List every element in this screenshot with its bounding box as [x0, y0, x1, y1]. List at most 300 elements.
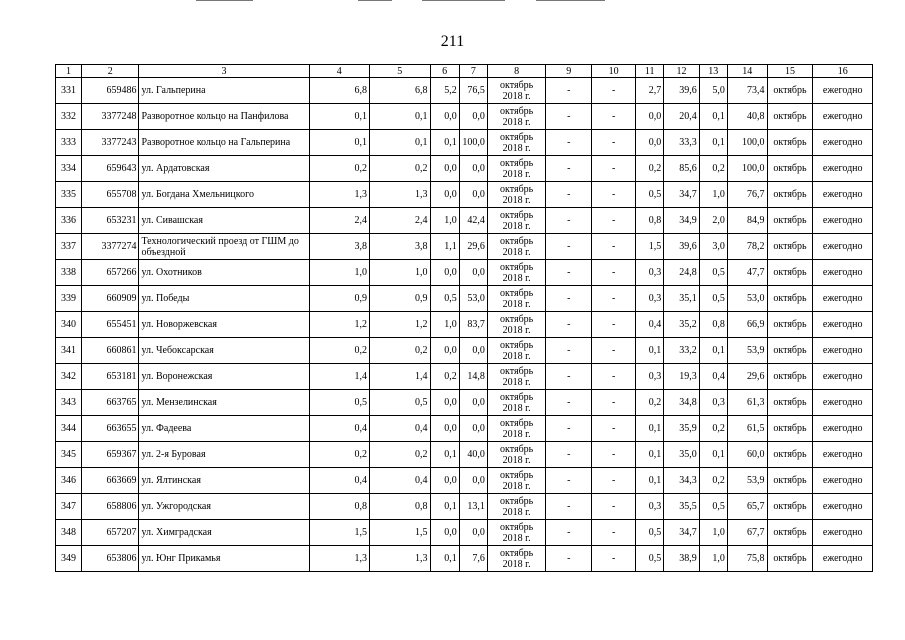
col5-value-cell: 2,4	[370, 208, 431, 234]
row-number-cell: 341	[56, 338, 82, 364]
col10-value-cell: -	[592, 416, 636, 442]
frequency-cell: ежегодно	[813, 234, 873, 260]
col13-value-cell: 0,5	[699, 494, 727, 520]
col9-value-cell: -	[546, 442, 592, 468]
road-name-cell: ул. Гальперина	[139, 78, 309, 104]
col9-value-cell: -	[546, 520, 592, 546]
period-cell: октябрь 2018 г.	[487, 468, 545, 494]
frequency-cell: ежегодно	[813, 338, 873, 364]
month-cell: октябрь	[767, 234, 813, 260]
col7-value-cell: 53,0	[459, 286, 487, 312]
col11-value-cell: 0,4	[636, 312, 664, 338]
frequency-cell: ежегодно	[813, 442, 873, 468]
col10-value-cell: -	[592, 234, 636, 260]
col10-value-cell: -	[592, 208, 636, 234]
col9-value-cell: -	[546, 364, 592, 390]
col4-value-cell: 3,8	[309, 234, 370, 260]
col4-value-cell: 0,2	[309, 156, 370, 182]
period-cell: октябрь 2018 г.	[487, 520, 545, 546]
period-cell: октябрь 2018 г.	[487, 286, 545, 312]
road-name-cell: ул. Юнг Прикамья	[139, 546, 309, 572]
road-name-cell: ул. Химградская	[139, 520, 309, 546]
col10-value-cell: -	[592, 442, 636, 468]
row-number-cell: 349	[56, 546, 82, 572]
col4-value-cell: 0,4	[309, 416, 370, 442]
col10-value-cell: -	[592, 546, 636, 572]
road-name-cell: ул. Новоржевская	[139, 312, 309, 338]
object-id-cell: 663765	[82, 390, 139, 416]
col13-value-cell: 0,2	[699, 468, 727, 494]
col11-value-cell: 0,5	[636, 182, 664, 208]
col10-value-cell: -	[592, 104, 636, 130]
col4-value-cell: 0,1	[309, 104, 370, 130]
col12-value-cell: 34,8	[664, 390, 699, 416]
column-header: 16	[813, 65, 873, 78]
col10-value-cell: -	[592, 468, 636, 494]
col11-value-cell: 0,1	[636, 416, 664, 442]
object-id-cell: 655451	[82, 312, 139, 338]
col9-value-cell: -	[546, 286, 592, 312]
col4-value-cell: 2,4	[309, 208, 370, 234]
col13-value-cell: 0,1	[699, 130, 727, 156]
col12-value-cell: 19,3	[664, 364, 699, 390]
road-name-cell: ул. Чебоксарская	[139, 338, 309, 364]
period-cell: октябрь 2018 г.	[487, 260, 545, 286]
object-id-cell: 3377243	[82, 130, 139, 156]
road-name-cell: ул. Мензелинская	[139, 390, 309, 416]
col5-value-cell: 1,2	[370, 312, 431, 338]
col5-value-cell: 1,5	[370, 520, 431, 546]
col6-value-cell: 0,0	[430, 182, 459, 208]
column-header: 13	[699, 65, 727, 78]
table-row	[56, 416, 873, 442]
object-id-cell: 660861	[82, 338, 139, 364]
period-cell: октябрь 2018 г.	[487, 338, 545, 364]
column-header: 15	[767, 65, 813, 78]
col13-value-cell: 5,0	[699, 78, 727, 104]
frequency-cell: ежегодно	[813, 494, 873, 520]
road-name-cell: ул. Ардатовская	[139, 156, 309, 182]
row-number-cell: 336	[56, 208, 82, 234]
month-cell: октябрь	[767, 546, 813, 572]
col13-value-cell: 0,3	[699, 390, 727, 416]
period-cell: октябрь 2018 г.	[487, 78, 545, 104]
col7-value-cell: 0,0	[459, 104, 487, 130]
col9-value-cell: -	[546, 104, 592, 130]
road-name-cell: Разворотное кольцо на Панфилова	[139, 104, 309, 130]
col9-value-cell: -	[546, 312, 592, 338]
col11-value-cell: 2,7	[636, 78, 664, 104]
col12-value-cell: 33,3	[664, 130, 699, 156]
col4-value-cell: 1,4	[309, 364, 370, 390]
column-header: 3	[139, 65, 309, 78]
row-number-cell: 333	[56, 130, 82, 156]
col14-value-cell: 78,2	[727, 234, 767, 260]
col7-value-cell: 83,7	[459, 312, 487, 338]
col14-value-cell: 84,9	[727, 208, 767, 234]
col14-value-cell: 66,9	[727, 312, 767, 338]
col6-value-cell: 0,0	[430, 260, 459, 286]
frequency-cell: ежегодно	[813, 286, 873, 312]
col11-value-cell: 0,3	[636, 286, 664, 312]
col12-value-cell: 34,7	[664, 520, 699, 546]
period-cell: октябрь 2018 г.	[487, 312, 545, 338]
col6-value-cell: 0,2	[430, 364, 459, 390]
column-header: 4	[309, 65, 370, 78]
col10-value-cell: -	[592, 78, 636, 104]
col5-value-cell: 0,2	[370, 442, 431, 468]
col4-value-cell: 1,0	[309, 260, 370, 286]
col4-value-cell: 6,8	[309, 78, 370, 104]
col14-value-cell: 53,9	[727, 338, 767, 364]
period-cell: октябрь 2018 г.	[487, 130, 545, 156]
road-name-cell: ул. Сивашская	[139, 208, 309, 234]
col11-value-cell: 0,3	[636, 260, 664, 286]
col11-value-cell: 0,5	[636, 546, 664, 572]
col11-value-cell: 0,0	[636, 104, 664, 130]
period-cell: октябрь 2018 г.	[487, 494, 545, 520]
col6-value-cell: 0,0	[430, 104, 459, 130]
col14-value-cell: 53,0	[727, 286, 767, 312]
col6-value-cell: 0,0	[430, 520, 459, 546]
month-cell: октябрь	[767, 104, 813, 130]
col12-value-cell: 35,0	[664, 442, 699, 468]
road-name-cell: ул. Ужгородская	[139, 494, 309, 520]
object-id-cell: 3377274	[82, 234, 139, 260]
table-row	[56, 442, 873, 468]
road-name-cell: Технологический проезд от ГШМ до объездной	[139, 234, 309, 260]
frequency-cell: ежегодно	[813, 104, 873, 130]
col12-value-cell: 35,5	[664, 494, 699, 520]
col6-value-cell: 0,1	[430, 442, 459, 468]
object-id-cell: 3377248	[82, 104, 139, 130]
object-id-cell: 660909	[82, 286, 139, 312]
col14-value-cell: 61,5	[727, 416, 767, 442]
object-id-cell: 659367	[82, 442, 139, 468]
col10-value-cell: -	[592, 286, 636, 312]
col7-value-cell: 0,0	[459, 520, 487, 546]
row-number-cell: 332	[56, 104, 82, 130]
col4-value-cell: 0,2	[309, 442, 370, 468]
table-row	[56, 104, 873, 130]
col5-value-cell: 0,5	[370, 390, 431, 416]
header-row	[56, 65, 873, 78]
col13-value-cell: 2,0	[699, 208, 727, 234]
col4-value-cell: 0,2	[309, 338, 370, 364]
col13-value-cell: 1,0	[699, 182, 727, 208]
page-number: 211	[440, 33, 465, 50]
col11-value-cell: 0,8	[636, 208, 664, 234]
col9-value-cell: -	[546, 234, 592, 260]
frequency-cell: ежегодно	[813, 156, 873, 182]
col7-value-cell: 0,0	[459, 468, 487, 494]
col12-value-cell: 35,1	[664, 286, 699, 312]
object-id-cell: 653181	[82, 364, 139, 390]
object-id-cell: 659486	[82, 78, 139, 104]
col11-value-cell: 1,5	[636, 234, 664, 260]
row-number-cell: 342	[56, 364, 82, 390]
road-name-cell: ул. Охотников	[139, 260, 309, 286]
column-header: 14	[727, 65, 767, 78]
col9-value-cell: -	[546, 338, 592, 364]
col5-value-cell: 3,8	[370, 234, 431, 260]
month-cell: октябрь	[767, 208, 813, 234]
month-cell: октябрь	[767, 286, 813, 312]
col13-value-cell: 0,2	[699, 416, 727, 442]
column-header: 12	[664, 65, 699, 78]
col14-value-cell: 67,7	[727, 520, 767, 546]
col5-value-cell: 0,9	[370, 286, 431, 312]
row-number-cell: 335	[56, 182, 82, 208]
col6-value-cell: 0,0	[430, 468, 459, 494]
road-name-cell: ул. Ялтинская	[139, 468, 309, 494]
column-header: 7	[459, 65, 487, 78]
col6-value-cell: 0,0	[430, 416, 459, 442]
table-row	[56, 390, 873, 416]
month-cell: октябрь	[767, 364, 813, 390]
col6-value-cell: 1,0	[430, 312, 459, 338]
col14-value-cell: 60,0	[727, 442, 767, 468]
road-name-cell: ул. 2-я Буровая	[139, 442, 309, 468]
col7-value-cell: 0,0	[459, 260, 487, 286]
table-body	[56, 78, 873, 572]
top-rule-left	[196, 0, 253, 1]
col10-value-cell: -	[592, 494, 636, 520]
frequency-cell: ежегодно	[813, 78, 873, 104]
col13-value-cell: 0,2	[699, 156, 727, 182]
row-number-cell: 348	[56, 520, 82, 546]
month-cell: октябрь	[767, 494, 813, 520]
col9-value-cell: -	[546, 494, 592, 520]
col13-value-cell: 0,4	[699, 364, 727, 390]
col6-value-cell: 0,5	[430, 286, 459, 312]
row-number-cell: 339	[56, 286, 82, 312]
period-cell: октябрь 2018 г.	[487, 390, 545, 416]
col11-value-cell: 0,5	[636, 520, 664, 546]
col12-value-cell: 35,9	[664, 416, 699, 442]
col14-value-cell: 73,4	[727, 78, 767, 104]
col4-value-cell: 1,3	[309, 182, 370, 208]
month-cell: октябрь	[767, 312, 813, 338]
period-cell: октябрь 2018 г.	[487, 416, 545, 442]
col14-value-cell: 65,7	[727, 494, 767, 520]
col11-value-cell: 0,3	[636, 494, 664, 520]
col9-value-cell: -	[546, 182, 592, 208]
column-header: 1	[56, 65, 82, 78]
col14-value-cell: 40,8	[727, 104, 767, 130]
row-number-cell: 337	[56, 234, 82, 260]
col12-value-cell: 34,7	[664, 182, 699, 208]
month-cell: октябрь	[767, 78, 813, 104]
road-name-cell: Разворотное кольцо на Гальперина	[139, 130, 309, 156]
col13-value-cell: 0,1	[699, 442, 727, 468]
col5-value-cell: 1,3	[370, 182, 431, 208]
month-cell: октябрь	[767, 442, 813, 468]
month-cell: октябрь	[767, 260, 813, 286]
col5-value-cell: 1,4	[370, 364, 431, 390]
column-header: 9	[546, 65, 592, 78]
row-number-cell: 344	[56, 416, 82, 442]
col6-value-cell: 0,1	[430, 130, 459, 156]
col14-value-cell: 29,6	[727, 364, 767, 390]
col12-value-cell: 85,6	[664, 156, 699, 182]
col11-value-cell: 0,1	[636, 338, 664, 364]
frequency-cell: ежегодно	[813, 468, 873, 494]
col4-value-cell: 0,1	[309, 130, 370, 156]
column-header: 10	[592, 65, 636, 78]
period-cell: октябрь 2018 г.	[487, 156, 545, 182]
col4-value-cell: 0,8	[309, 494, 370, 520]
col6-value-cell: 0,1	[430, 546, 459, 572]
frequency-cell: ежегодно	[813, 416, 873, 442]
column-header: 8	[487, 65, 545, 78]
col6-value-cell: 0,0	[430, 390, 459, 416]
month-cell: октябрь	[767, 468, 813, 494]
table-row	[56, 208, 873, 234]
col9-value-cell: -	[546, 156, 592, 182]
period-cell: октябрь 2018 г.	[487, 182, 545, 208]
col11-value-cell: 0,2	[636, 390, 664, 416]
col12-value-cell: 39,6	[664, 78, 699, 104]
month-cell: октябрь	[767, 130, 813, 156]
column-header: 11	[636, 65, 664, 78]
top-rule-mid	[358, 0, 392, 1]
frequency-cell: ежегодно	[813, 520, 873, 546]
col5-value-cell: 0,1	[370, 130, 431, 156]
col6-value-cell: 0,0	[430, 156, 459, 182]
frequency-cell: ежегодно	[813, 546, 873, 572]
object-id-cell: 663655	[82, 416, 139, 442]
table-row	[56, 78, 873, 104]
col9-value-cell: -	[546, 468, 592, 494]
col13-value-cell: 1,0	[699, 520, 727, 546]
road-name-cell: ул. Воронежская	[139, 364, 309, 390]
frequency-cell: ежегодно	[813, 182, 873, 208]
col11-value-cell: 0,3	[636, 364, 664, 390]
col12-value-cell: 34,3	[664, 468, 699, 494]
month-cell: октябрь	[767, 156, 813, 182]
col7-value-cell: 0,0	[459, 416, 487, 442]
row-number-cell: 346	[56, 468, 82, 494]
month-cell: октябрь	[767, 416, 813, 442]
period-cell: октябрь 2018 г.	[487, 364, 545, 390]
col4-value-cell: 1,3	[309, 546, 370, 572]
col7-value-cell: 42,4	[459, 208, 487, 234]
col10-value-cell: -	[592, 156, 636, 182]
frequency-cell: ежегодно	[813, 390, 873, 416]
column-header: 6	[430, 65, 459, 78]
roads-table	[55, 64, 873, 572]
row-number-cell: 345	[56, 442, 82, 468]
col4-value-cell: 1,5	[309, 520, 370, 546]
month-cell: октябрь	[767, 520, 813, 546]
col6-value-cell: 0,0	[430, 338, 459, 364]
col4-value-cell: 1,2	[309, 312, 370, 338]
col7-value-cell: 7,6	[459, 546, 487, 572]
col4-value-cell: 0,4	[309, 468, 370, 494]
frequency-cell: ежегодно	[813, 260, 873, 286]
col13-value-cell: 0,1	[699, 338, 727, 364]
col5-value-cell: 0,4	[370, 468, 431, 494]
table-row	[56, 520, 873, 546]
table-row	[56, 494, 873, 520]
object-id-cell: 653231	[82, 208, 139, 234]
col10-value-cell: -	[592, 130, 636, 156]
col11-value-cell: 0,0	[636, 130, 664, 156]
col5-value-cell: 0,2	[370, 156, 431, 182]
col7-value-cell: 0,0	[459, 182, 487, 208]
col14-value-cell: 47,7	[727, 260, 767, 286]
col14-value-cell: 76,7	[727, 182, 767, 208]
col10-value-cell: -	[592, 520, 636, 546]
table-row	[56, 546, 873, 572]
col10-value-cell: -	[592, 312, 636, 338]
table-row	[56, 338, 873, 364]
col7-value-cell: 0,0	[459, 156, 487, 182]
col9-value-cell: -	[546, 416, 592, 442]
top-rule-far	[536, 0, 605, 1]
col10-value-cell: -	[592, 390, 636, 416]
row-number-cell: 340	[56, 312, 82, 338]
top-rule-right	[422, 0, 505, 1]
frequency-cell: ежегодно	[813, 364, 873, 390]
col9-value-cell: -	[546, 130, 592, 156]
col12-value-cell: 20,4	[664, 104, 699, 130]
col13-value-cell: 1,0	[699, 546, 727, 572]
col12-value-cell: 35,2	[664, 312, 699, 338]
col5-value-cell: 1,3	[370, 546, 431, 572]
table-row	[56, 364, 873, 390]
object-id-cell: 659643	[82, 156, 139, 182]
col7-value-cell: 13,1	[459, 494, 487, 520]
object-id-cell: 658806	[82, 494, 139, 520]
month-cell: октябрь	[767, 182, 813, 208]
table-row	[56, 182, 873, 208]
object-id-cell: 657207	[82, 520, 139, 546]
col7-value-cell: 40,0	[459, 442, 487, 468]
table-row	[56, 312, 873, 338]
col7-value-cell: 0,0	[459, 390, 487, 416]
column-header: 2	[82, 65, 139, 78]
frequency-cell: ежегодно	[813, 208, 873, 234]
object-id-cell: 653806	[82, 546, 139, 572]
col12-value-cell: 34,9	[664, 208, 699, 234]
col11-value-cell: 0,2	[636, 156, 664, 182]
col4-value-cell: 0,5	[309, 390, 370, 416]
row-number-cell: 347	[56, 494, 82, 520]
col6-value-cell: 0,1	[430, 494, 459, 520]
object-id-cell: 655708	[82, 182, 139, 208]
col9-value-cell: -	[546, 208, 592, 234]
table-row	[56, 286, 873, 312]
col13-value-cell: 0,8	[699, 312, 727, 338]
col13-value-cell: 0,1	[699, 104, 727, 130]
col12-value-cell: 33,2	[664, 338, 699, 364]
table-row	[56, 130, 873, 156]
col5-value-cell: 6,8	[370, 78, 431, 104]
col7-value-cell: 0,0	[459, 338, 487, 364]
col5-value-cell: 0,8	[370, 494, 431, 520]
col14-value-cell: 61,3	[727, 390, 767, 416]
month-cell: октябрь	[767, 338, 813, 364]
period-cell: октябрь 2018 г.	[487, 442, 545, 468]
table-row	[56, 260, 873, 286]
col10-value-cell: -	[592, 338, 636, 364]
col5-value-cell: 1,0	[370, 260, 431, 286]
col14-value-cell: 100,0	[727, 130, 767, 156]
object-id-cell: 657266	[82, 260, 139, 286]
col7-value-cell: 100,0	[459, 130, 487, 156]
